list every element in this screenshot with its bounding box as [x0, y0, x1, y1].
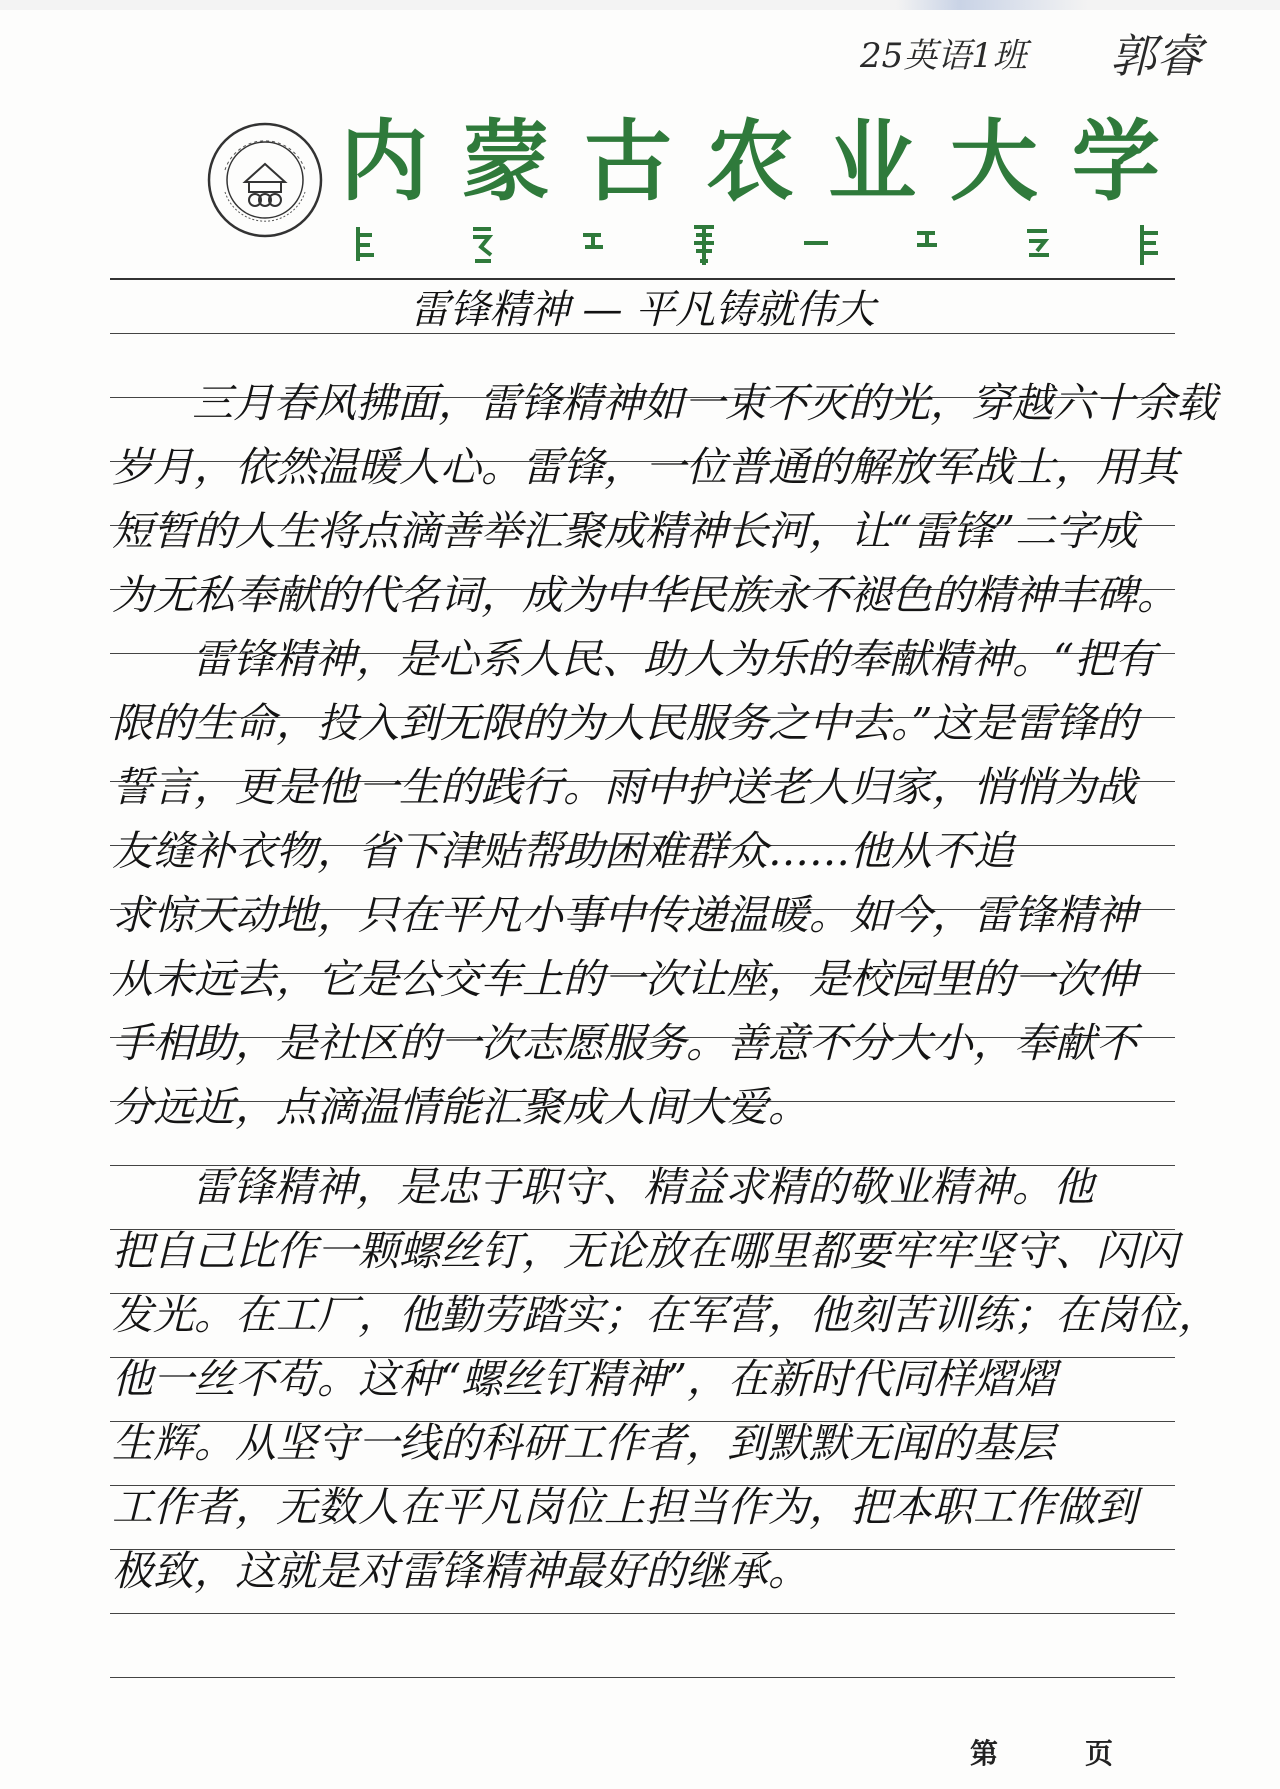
student-class: 25英语1班 [860, 36, 1027, 76]
essay-line: 求惊天动地，只在平凡小事中传递温暖。如今，雷锋精神 [112, 891, 1137, 939]
mongolian-glyph-icon [1130, 221, 1170, 269]
mongolian-glyph-icon [350, 221, 390, 269]
essay-line: 发光。在工厂，他勤劳踏实；在军营，他刻苦训练；在岗位， [112, 1291, 1219, 1339]
university-char: 农 [705, 109, 794, 213]
essay-line: 限的生命，投入到无限的为人民服务之中去。”这是雷锋的 [112, 699, 1138, 747]
essay-line: 工作者，无数人在平凡岗位上担当作为，把本职工作做到 [112, 1483, 1137, 1531]
student-name: 郭睿 [1110, 29, 1202, 83]
university-char: 古 [583, 109, 672, 213]
essay-line: 分远近，点滴温情能汇聚成人间大爱。 [112, 1083, 809, 1131]
mongolian-glyph-icon [684, 221, 724, 269]
university-char: 学 [1071, 109, 1160, 213]
scan-edge [0, 0, 1280, 10]
essay-line: 誓言，更是他一生的践行。雨中护送老人归家，悄悄为战 [112, 763, 1137, 811]
university-seal-icon [205, 120, 325, 240]
essay-line: 岁月，依然温暖人心。雷锋，一位普通的解放军战士，用其 [112, 443, 1178, 491]
essay-line: 他一丝不苟。这种“螺丝钉精神”，在新时代同样熠熠 [112, 1355, 1056, 1403]
essay-line: 生辉。从坚守一线的科研工作者，到默默无闻的基层 [112, 1419, 1055, 1467]
essay-title: 雷锋精神 — 平凡铸就伟大 [409, 287, 876, 333]
student-info [860, 20, 1220, 83]
mongolian-script-row [350, 215, 1170, 275]
essay-line: 把自己比作一颗螺丝钉，无论放在哪里都要牢牢坚守、闪闪 [112, 1227, 1178, 1275]
mongolian-glyph-icon [461, 221, 501, 269]
mongolian-glyph-icon [796, 221, 836, 269]
page-number-label [970, 1732, 1220, 1772]
essay-line: 手相助，是社区的一次志愿服务。善意不分大小，奉献不 [112, 1019, 1137, 1067]
university-name [340, 100, 1160, 213]
mongolian-glyph-icon [573, 221, 613, 269]
university-char: 大 [949, 109, 1038, 213]
ruled-line [110, 333, 1175, 334]
essay-line: 极致，这就是对雷锋精神最好的继承。 [112, 1547, 809, 1595]
essay-line: 友缝补衣物，省下津贴帮助困难群众……他从不追 [112, 827, 1014, 875]
university-char: 蒙 [461, 109, 550, 213]
essay-line: 雷锋精神，是忠于职守、精益求精的敬业精神。他 [192, 1163, 1094, 1211]
header-divider [110, 278, 1175, 280]
page-label-ye: 页 [1085, 1737, 1114, 1770]
essay-line: 三月春风拂面，雷锋精神如一束不灭的光，穿越六十余载 [192, 379, 1217, 427]
university-char: 内 [340, 109, 429, 213]
mongolian-glyph-icon [1019, 221, 1059, 269]
page-label-di: 第 [970, 1737, 999, 1770]
ruled-line [110, 1613, 1175, 1614]
ruled-line [110, 1677, 1175, 1678]
essay-line: 从未远去，它是公交车上的一次让座，是校园里的一次伸 [112, 955, 1137, 1003]
essay-line: 为无私奉献的代名词，成为中华民族永不褪色的精神丰碑。 [112, 571, 1178, 619]
essay-line: 雷锋精神，是心系人民、助人为乐的奉献精神。“把有 [192, 635, 1156, 683]
university-char: 业 [827, 109, 916, 213]
letterhead [110, 100, 1170, 280]
mongolian-glyph-icon [907, 221, 947, 269]
essay-line: 短暂的人生将点滴善举汇聚成精神长河，让“雷锋”二字成 [112, 507, 1138, 555]
